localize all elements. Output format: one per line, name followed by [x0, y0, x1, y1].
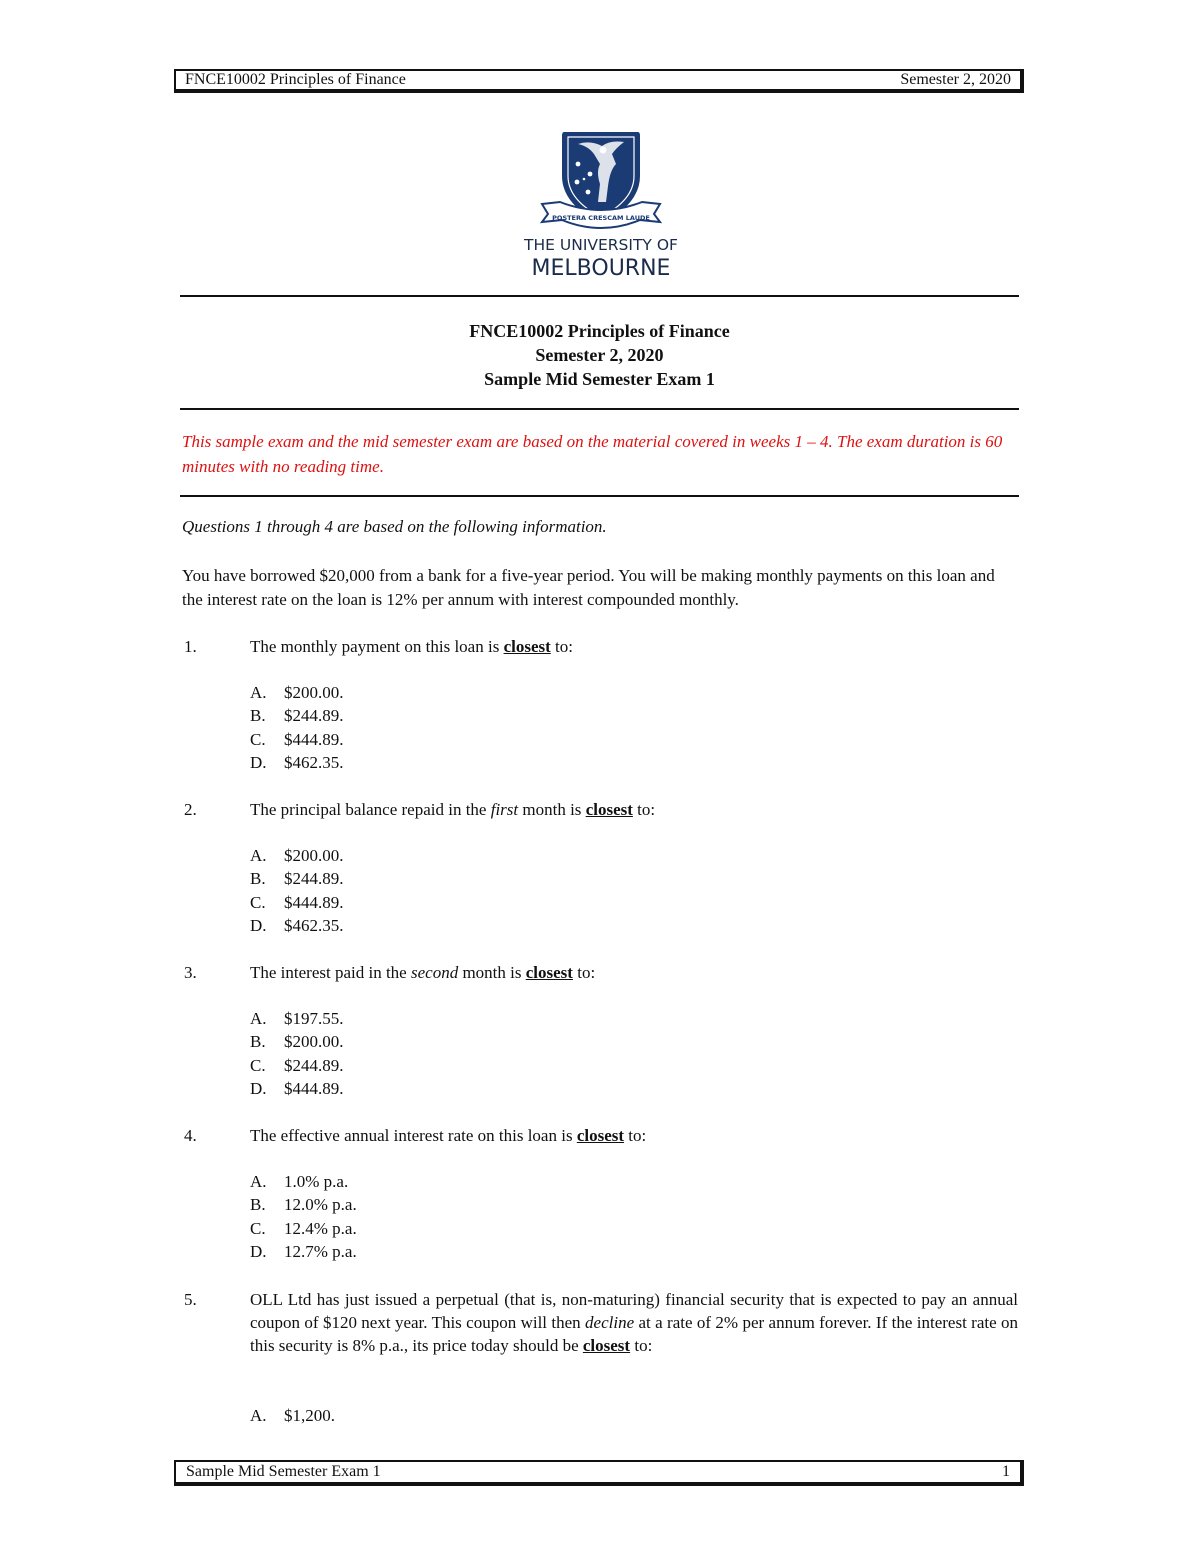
title-exam: Sample Mid Semester Exam 1 — [484, 369, 715, 389]
option-d: D. 12.7% p.a. — [250, 1241, 357, 1261]
keyword-closest: closest — [503, 637, 551, 656]
exam-title — [180, 319, 1019, 391]
option-a: A. $200.00. — [250, 846, 344, 865]
question-stem: The effective annual interest rate on this loan is closest to: — [250, 1126, 647, 1145]
page-footer — [174, 1460, 1024, 1486]
header-semester: Semester 2, 2020 — [900, 71, 1011, 88]
keyword-closest: closest — [585, 800, 633, 819]
option-d: D. $444.89. — [250, 1078, 344, 1098]
question-3-options — [250, 1007, 344, 1100]
question-stem: The monthly payment on this loan is closest to: — [250, 637, 573, 656]
exam-notice: This sample exam and the mid semester exam are based on the material covered in weeks 1 – 4. The exam duration is 60 minutes with no reading time. — [182, 432, 1003, 476]
logo-line1: THE UNIVERSITY OF — [524, 236, 678, 254]
option-c: C. $444.89. — [250, 892, 344, 912]
question-5-options — [250, 1404, 335, 1427]
logo-motto: POSTERA CRESCAM LAUDE — [552, 214, 650, 222]
option-b: B. 12.0% p.a. — [250, 1195, 357, 1215]
question-1-options — [250, 681, 344, 774]
option-d: D. $462.35. — [250, 915, 344, 935]
question-stem: The interest paid in the second month is closest to: — [250, 963, 596, 982]
question-4-options — [250, 1170, 357, 1263]
option-d: D. $462.35. — [250, 752, 344, 772]
option-a: A. 1.0% p.a. — [250, 1172, 349, 1191]
question-stem: The principal balance repaid in the first month is closest to: — [250, 800, 656, 819]
question-2-options — [250, 844, 344, 937]
option-b: B. $244.89. — [250, 869, 344, 889]
question-group-note: Questions 1 through 4 are based on the following information. — [182, 517, 607, 536]
title-semester: Semester 2, 2020 — [535, 345, 664, 365]
university-logo — [520, 124, 682, 282]
question-number: 1. — [184, 637, 197, 656]
divider-bottom — [180, 495, 1019, 497]
option-a: A. $197.55. — [250, 1009, 344, 1028]
keyword-closest: closest — [576, 1126, 625, 1145]
option-b: B. $200.00. — [250, 1032, 344, 1052]
question-context: You have borrowed $20,000 from a bank for a five-year period. You will be making monthly payments on this loan and the interest rate on the loan is 12% per annum with interest compounded monthly. — [182, 566, 995, 609]
keyword-closest: closest — [525, 963, 573, 982]
option-c: C. $244.89. — [250, 1055, 344, 1075]
logo-line2: MELBOURNE — [531, 256, 671, 281]
question-number: 2. — [184, 800, 197, 819]
question-number: 4. — [184, 1126, 197, 1145]
keyword-closest: closest — [582, 1336, 631, 1355]
option-b: B. $244.89. — [250, 706, 344, 726]
footer-exam-name: Sample Mid Semester Exam 1 — [186, 1463, 381, 1480]
page-header — [174, 69, 1024, 93]
divider-top — [180, 295, 1019, 297]
question-stem: OLL Ltd has just issued a perpetual (that is, non-maturing) financial security that is expected to pay an annual coupon of $120 next year. This coupon will then decline at a rate of 2% per annum forever. If the interest rate on this security is 8% p.a., its price today should be closest to: — [250, 1290, 1019, 1355]
question-number: 3. — [184, 963, 197, 982]
option-a: A. $1,200. — [250, 1406, 335, 1425]
header-course: FNCE10002 Principles of Finance — [185, 71, 406, 88]
option-a: A. $200.00. — [250, 683, 344, 702]
option-c: C. 12.4% p.a. — [250, 1218, 357, 1238]
divider-mid — [180, 408, 1019, 410]
option-c: C. $444.89. — [250, 729, 344, 749]
title-course: FNCE10002 Principles of Finance — [469, 321, 730, 341]
footer-page-number: 1 — [1002, 1463, 1010, 1480]
question-number: 5. — [184, 1290, 197, 1309]
